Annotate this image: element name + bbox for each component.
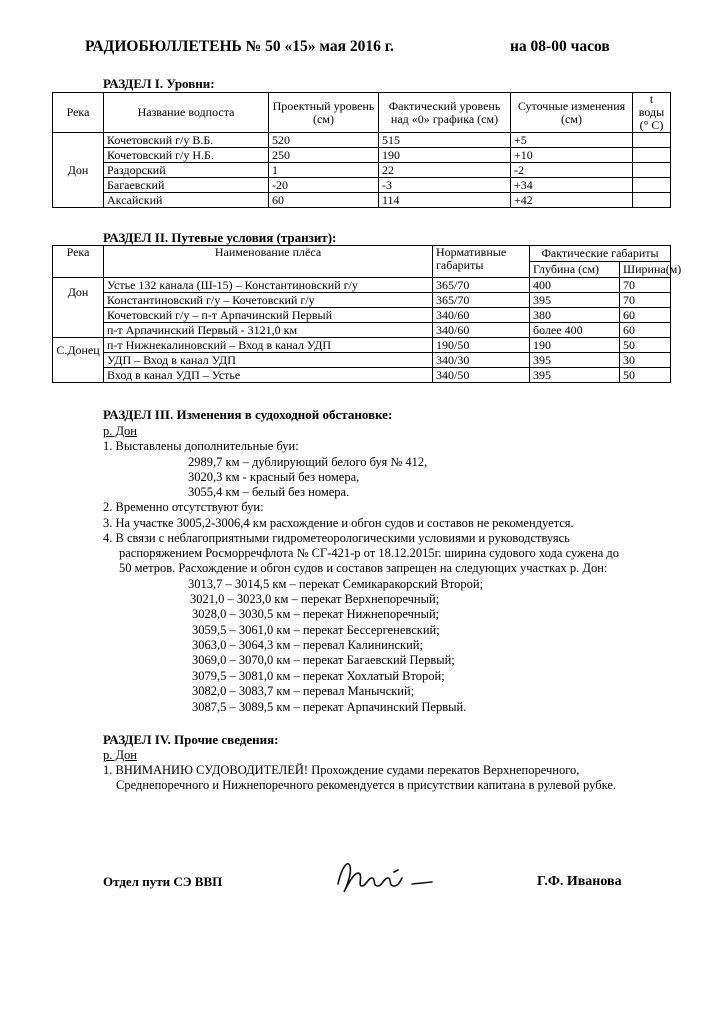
section4-title: РАЗДЕЛ IV. Прочие сведения: (103, 732, 279, 747)
width-cell: 50 (620, 368, 671, 383)
width-cell: 60 (620, 323, 671, 338)
table-row (53, 338, 671, 353)
temp-cell (633, 148, 671, 163)
restricted-section: 3082,0 – 3083,7 км – перевал Манычский; (192, 684, 415, 698)
table-row (53, 163, 671, 178)
col-norm-dims: Нормативные габариты (433, 246, 530, 278)
design-cell: 520 (269, 133, 379, 148)
bulletin-title: РАДИОБЮЛЛЕТЕНЬ № 50 «15» мая 2016 г. (85, 38, 394, 55)
change-cell: +34 (511, 178, 633, 193)
table-row (53, 278, 671, 293)
change-cell: +10 (511, 148, 633, 163)
table-row (53, 353, 671, 368)
reach-cell: УДП – Вход в канал УДП (104, 353, 433, 368)
section4-river: р. Дон (103, 748, 137, 762)
item-1: 1. Выставлены дополнительные буи: (103, 439, 299, 453)
change-cell: +42 (511, 193, 633, 208)
table-row (53, 148, 671, 163)
reach-cell: п-т Нижнекалиновский – Вход в канал УДП (104, 338, 433, 353)
depth-cell: 395 (530, 353, 620, 368)
norm-cell: 340/30 (433, 353, 530, 368)
notice-line: Среднепоречного и Нижнепоречного рекомендуется в присутствии капитана в рулевой рубке. (116, 778, 617, 792)
buoy-line: 2989,7 км – дублирующий белого буя № 412, (188, 455, 428, 469)
restricted-section: 3021,0 – 3023,0 км – перекат Верхнепоречный; (190, 592, 440, 606)
reach-cell: Устье 132 канала (Ш-15) – Константиновский г/у (104, 278, 433, 293)
design-cell: 60 (269, 193, 379, 208)
norm-cell: 340/50 (433, 368, 530, 383)
post-cell: Раздорский (104, 163, 269, 178)
item-4-line: 4. В связи с неблагоприятными гидрометеорологическими условиями и руководствуясь (103, 531, 570, 545)
depth-cell: 395 (530, 368, 620, 383)
section2-title: РАЗДЕЛ II. Путевые условия (транзит): (103, 230, 337, 245)
reach-cell: Вход в канал УДП – Устье (104, 368, 433, 383)
item-2: 2. Временно отсутствуют буи: (103, 500, 264, 514)
item-3: 3. На участке 3005,2-3006,4 км расхождение и обгон судов и составов не рекомендуется. (103, 516, 574, 530)
restricted-section: 3013,7 – 3014,5 км – перекат Семикаракорский Второй; (188, 577, 484, 591)
depth-cell: 190 (530, 338, 620, 353)
river-cell: Дон (53, 278, 104, 338)
col-actual-dims: Фактические габариты (530, 246, 671, 262)
bulletin-time: на 08-00 часов (510, 38, 610, 55)
actual-cell: 114 (379, 193, 511, 208)
restricted-section: 3059,5 – 3061,0 км – перекат Бессергеневский; (192, 623, 440, 637)
actual-cell: 22 (379, 163, 511, 178)
river-cell: С.Донец (53, 338, 104, 383)
table-row (53, 133, 671, 148)
restricted-section: 3069,0 – 3070,0 км – перекат Багаевский Первый; (192, 653, 455, 667)
design-cell: 250 (269, 148, 379, 163)
norm-cell: 340/60 (433, 323, 530, 338)
post-cell: Кочетовский г/у Н.Б. (104, 148, 269, 163)
col-depth: Глубина (см) (530, 262, 620, 278)
temp-cell (633, 193, 671, 208)
transit-table (52, 245, 682, 383)
actual-cell: 515 (379, 133, 511, 148)
temp-cell (633, 178, 671, 193)
river-cell: Дон (53, 133, 104, 208)
width-cell: 70 (620, 278, 671, 293)
reach-cell: Константиновский г/у – Кочетовский г/у (104, 293, 433, 308)
width-cell: 60 (620, 308, 671, 323)
change-cell: -2 (511, 163, 633, 178)
width-cell: 70 (620, 293, 671, 308)
post-cell: Аксайский (104, 193, 269, 208)
temp-cell (633, 133, 671, 148)
handwritten-signature (332, 856, 442, 898)
item-4-line: распоряжением Росморречфлота № СГ-421-р от 18.12.2015г. ширина судового хода сужена до (119, 546, 620, 560)
col-post-name: Название водпоста (104, 93, 269, 133)
table-row (53, 368, 671, 383)
section3-title: РАЗДЕЛ III. Изменения в судоходной обстановке: (103, 407, 393, 422)
table-row (53, 293, 671, 308)
actual-cell: 190 (379, 148, 511, 163)
norm-cell: 365/70 (433, 278, 530, 293)
actual-cell: -3 (379, 178, 511, 193)
table-row (53, 323, 671, 338)
design-cell: -20 (269, 178, 379, 193)
col-daily-change: Суточные изменения (см) (511, 93, 633, 133)
section3-river: р. Дон (103, 424, 137, 438)
restricted-section: 3087,5 – 3089,5 км – перекат Арпачинский Первый. (192, 700, 467, 714)
restricted-section: 3063,0 – 3064,3 км – перевал Калининский; (192, 638, 423, 652)
table-row (53, 178, 671, 193)
norm-cell: 340/60 (433, 308, 530, 323)
post-cell: Багаевский (104, 178, 269, 193)
signer-name: Г.Ф. Иванова (537, 874, 622, 889)
col-width: Ширина(м) (620, 262, 671, 278)
temp-cell (633, 163, 671, 178)
col-design-level: Проектный уровень (см) (269, 93, 379, 133)
table-row (53, 308, 671, 323)
levels-table (52, 92, 671, 208)
levels-header-row (53, 93, 671, 133)
norm-cell: 190/50 (433, 338, 530, 353)
depth-cell: 400 (530, 278, 620, 293)
change-cell: +5 (511, 133, 633, 148)
section1-title: РАЗДЕЛ I. Уровни: (103, 76, 215, 91)
col-reach: Наименование плёса (104, 246, 433, 278)
depth-cell: 395 (530, 293, 620, 308)
transit-header-row (53, 246, 671, 262)
table-row (53, 193, 671, 208)
item-4-line: 50 метров. Расхождение и обгон судов и составов запрещен на следующих участках р. Дон: (119, 561, 608, 575)
department-label: Отдел пути СЭ ВВП (103, 874, 223, 889)
reach-cell: п-т Арпачинский Первый - 3121,0 км (104, 323, 433, 338)
design-cell: 1 (269, 163, 379, 178)
reach-cell: Кочетовский г/у – п-т Арпачинский Первый (104, 308, 433, 323)
restricted-section: 3028,0 – 3030,5 км – перекат Нижнепоречный; (192, 607, 440, 621)
norm-cell: 365/70 (433, 293, 530, 308)
depth-cell: 380 (530, 308, 620, 323)
width-cell: 50 (620, 338, 671, 353)
post-cell: Кочетовский г/у В.Б. (104, 133, 269, 148)
col-water-temp: t воды (° С) (633, 93, 671, 133)
restricted-section: 3079,5 – 3081,0 км – перекат Хохлатый Второй; (192, 669, 445, 683)
buoy-line: 3020,3 км - красный без номера, (188, 470, 360, 484)
col-river: Река (53, 93, 104, 133)
notice-line: 1. ВНИМАНИЮ СУДОВОДИТЕЛЕЙ! Прохождение судами перекатов Верхнепоречного, (103, 763, 580, 777)
col-actual-level: Фактический уровень над «0» графика (см) (379, 93, 511, 133)
width-cell: 30 (620, 353, 671, 368)
depth-cell: более 400 (530, 323, 620, 338)
col-river: Река (53, 246, 104, 278)
buoy-line: 3055,4 км – белый без номера. (188, 485, 350, 499)
